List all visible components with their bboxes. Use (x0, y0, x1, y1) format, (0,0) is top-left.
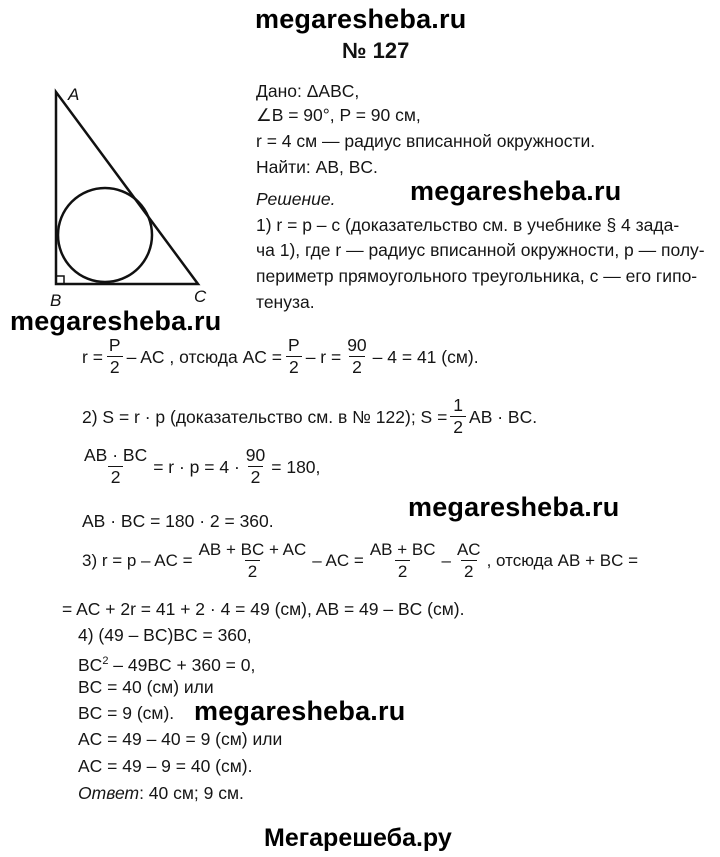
step3-frac-1 (196, 540, 310, 581)
vertex-label-b: B (50, 291, 62, 310)
step3 (82, 540, 638, 581)
eq1-frac-3-den: 2 (349, 356, 365, 377)
step3-line-2: = AC + 2r = 41 + 2 · 4 = 49 (см), AB = 49 – BC (см). (62, 599, 465, 619)
step2-text: 2) S = r · p (доказательство см. в № 122); S = (82, 406, 448, 427)
step3-rhs: , отсюда AB + BC = (486, 550, 638, 570)
eq1-frac-2-den: 2 (286, 356, 302, 377)
step1-line-1: 1) r = p – c (доказательство см. в учебнике § 4 зада- (256, 215, 680, 235)
step4-line-6: AC = 49 – 9 = 40 (см). (78, 756, 253, 776)
triangle-figure (44, 80, 216, 312)
answer-text: : 40 см; 9 см. (139, 783, 244, 803)
watermark-3: megaresheba.ru (10, 306, 222, 336)
step2-frac-num: 1 (453, 395, 464, 415)
equation-2 (78, 446, 320, 487)
step1-line-4: тенуза. (256, 292, 315, 312)
given-line-1: Дано: ΔABC, (256, 81, 360, 101)
step1-line-2: ча 1), где r — радиус вписанной окружности, p — полу- (256, 240, 705, 260)
step3-frac-3-den: 2 (461, 560, 476, 581)
step4-line-2-sup: 2 (102, 655, 109, 667)
step2 (82, 396, 537, 437)
eq1-lhs: r = (82, 346, 103, 367)
step3-frac-2-den: 2 (395, 560, 410, 581)
footer-watermark: Мегарешеба.ру (264, 824, 452, 852)
step4-line-2-b: – 49BC + 360 = 0, (108, 654, 256, 675)
step1-line-3: периметр прямоугольного треугольника, c — его гипо- (256, 266, 698, 286)
step3-frac-3 (454, 540, 484, 581)
eq1-frac-3 (344, 336, 369, 377)
answer-line (78, 782, 244, 804)
watermark-4: megaresheba.ru (408, 492, 620, 522)
eq2-frac-2 (243, 446, 268, 487)
eq2-rhs: = 180, (271, 456, 321, 477)
step2-rhs: AB · BC. (469, 406, 538, 427)
eq2-frac-1-den: 2 (108, 466, 124, 487)
given-line-3: r = 4 см — радиус вписанной окружности. (256, 131, 596, 151)
step3-frac-1-num: AB + BC + AC (198, 540, 307, 559)
eq2-mid: = r · p = 4 · (153, 456, 240, 477)
step2-frac (450, 396, 466, 437)
step3-minus: – (441, 550, 451, 570)
vertex-label-c: C (194, 287, 207, 306)
solution-heading: Решение. (256, 189, 336, 209)
eq2-frac-1-num: AB · BC (84, 445, 148, 465)
step3-frac-2 (367, 540, 439, 581)
vertex-label-a: A (68, 85, 80, 104)
answer-label: Ответ (78, 783, 140, 803)
step3-lhs: 3) r = p – AC = (82, 550, 193, 570)
watermark-5: megaresheba.ru (194, 696, 406, 726)
step4-line-2 (78, 650, 255, 676)
equation-1 (82, 336, 479, 377)
step3-mid: – AC = (312, 550, 364, 570)
given-line-2: ∠B = 90°, P = 90 см, (256, 105, 421, 125)
incircle (58, 188, 152, 282)
step4-line-4: BC = 9 (см). (78, 703, 175, 723)
eq1-frac-2 (285, 336, 303, 377)
step3-frac-3-num: AC (456, 540, 481, 559)
step4-line-5: AC = 49 – 40 = 9 (см) или (78, 729, 283, 749)
eq1-frac-1 (106, 336, 124, 377)
eq1-frac-1-num: P (108, 335, 121, 355)
step3-frac-2-num: AB + BC (369, 540, 436, 559)
step2-frac-den: 2 (450, 416, 466, 437)
eq2-frac-2-num: 90 (245, 445, 266, 465)
equation-3: AB · BC = 180 · 2 = 360. (82, 511, 274, 531)
eq1-frac-3-num: 90 (347, 335, 367, 355)
step4-line-3: BC = 40 (см) или (78, 677, 214, 697)
find-line: Найти: AB, BC. (256, 157, 378, 177)
watermark-top: megaresheba.ru (255, 4, 467, 34)
eq2-frac-1 (81, 446, 150, 487)
eq1-frac-1-den: 2 (107, 356, 123, 377)
problem-number: № 127 (342, 38, 410, 63)
step3-frac-1-den: 2 (245, 560, 260, 581)
eq1-mid: – AC , отсюда AC = (126, 346, 282, 367)
eq1-mid2: – r = (305, 346, 342, 367)
eq1-frac-2-num: P (288, 335, 300, 355)
step4-line-1: 4) (49 – BC)BC = 360, (78, 625, 252, 645)
step4-line-2-a: BC (78, 654, 103, 675)
triangle-abc (56, 92, 198, 284)
watermark-2: megaresheba.ru (410, 176, 622, 206)
eq1-rhs: – 4 = 41 (см). (372, 346, 479, 367)
eq2-frac-2-den: 2 (248, 466, 264, 487)
